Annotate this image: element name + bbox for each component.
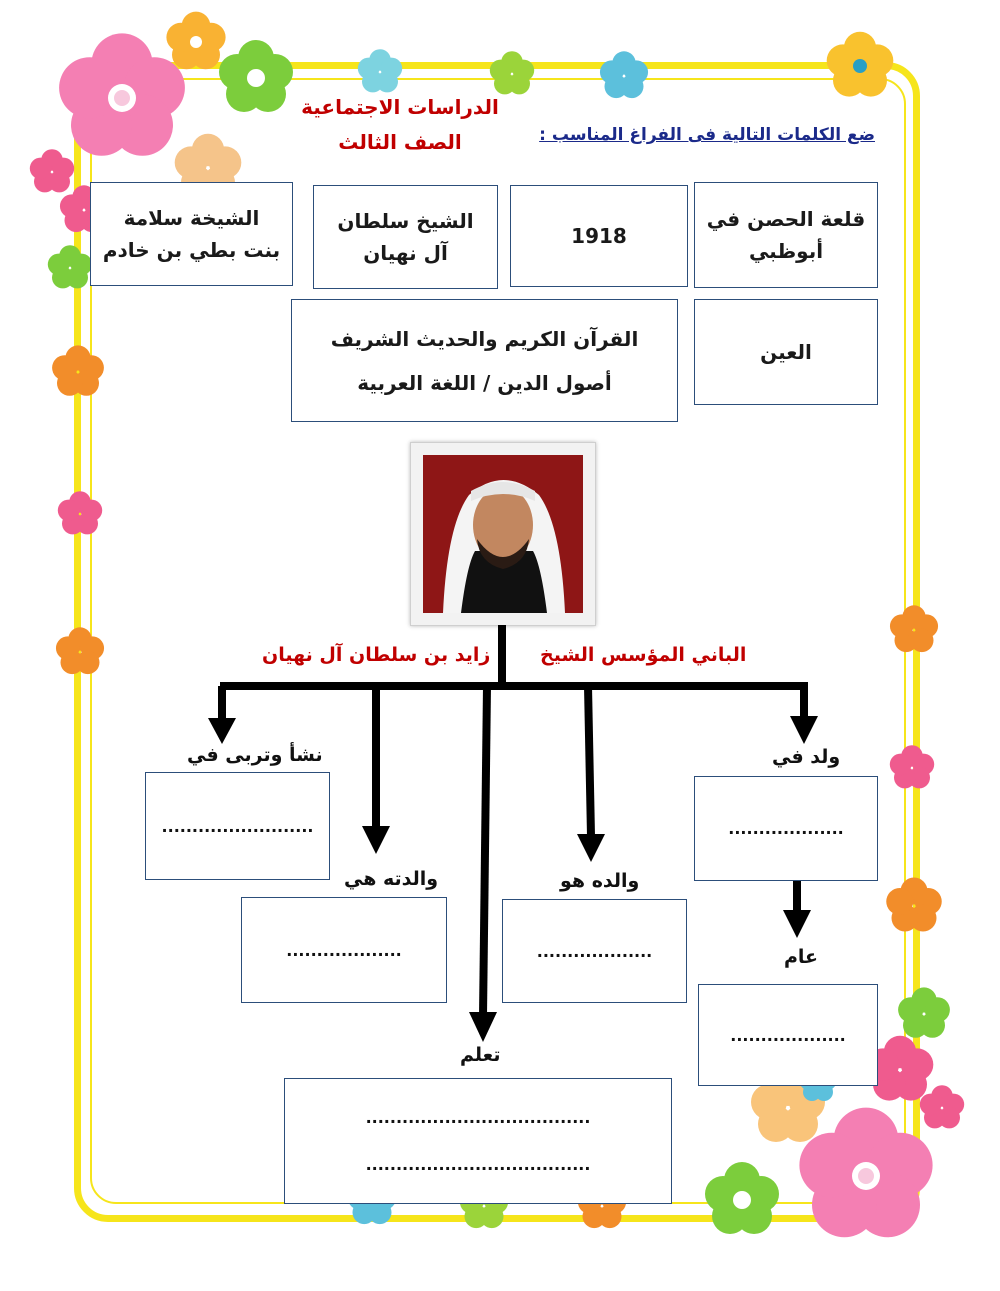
answer-box-year[interactable] [698,984,878,1086]
answer-box-father[interactable] [502,899,687,1003]
answer-box-born-in[interactable] [694,776,878,881]
answer-box-learned[interactable] [284,1078,672,1204]
blank-line[interactable]: ................... [536,941,653,961]
arrowhead [783,910,811,938]
word-line: العين [760,340,812,364]
word-line: قلعة الحصن في [706,207,866,231]
answer-box-mother[interactable] [241,897,447,1003]
connector-line [483,686,487,1016]
label-father: والده هو [560,870,640,892]
word-line: 1918 [571,224,627,248]
blank-line[interactable]: ................... [728,819,844,838]
arrowhead [362,826,390,854]
caption-title: الباني المؤسس الشيخ [540,644,747,666]
blank-line[interactable]: ................... [286,940,402,960]
blank-line[interactable]: ................... [730,1025,846,1045]
word-line: القرآن الكريم والحديث الشريف [330,326,639,351]
caption-name: زايد بن سلطان آل نهيان [262,644,491,666]
label-learned: تعلم [460,1044,501,1066]
arrowhead [469,1012,497,1042]
word-line: آل نهيان [363,241,448,265]
word-line: أبوظبي [748,239,824,263]
word-line: الشيخة سلامة [123,206,260,230]
subject-title: الدراسات الاجتماعية [301,95,499,119]
label-born-in: ولد في [772,746,841,768]
arrowhead [208,718,236,744]
blank-line[interactable]: ..................................... [365,1107,591,1127]
word-line: أصول الدين / اللغة العربية [357,370,612,395]
arrowhead [790,716,818,744]
instruction-text: ضع الكلمات التالية فى الفراغ المناسب : [539,125,875,145]
blank-line[interactable]: ......................... [161,816,314,836]
word-line: بنت بطي بن خادم [102,238,281,262]
label-mother: والدته هي [344,868,439,890]
label-raised-in: نشأ وتربى في [187,744,323,766]
answer-box-raised-in[interactable] [145,772,330,880]
blank-line[interactable]: ..................................... [365,1155,591,1175]
arrowhead [577,834,605,862]
grade-title: الصف الثالث [338,130,462,154]
label-year: عام [784,946,819,968]
connector-line [588,686,591,836]
word-line: الشيخ سلطان [337,209,474,233]
